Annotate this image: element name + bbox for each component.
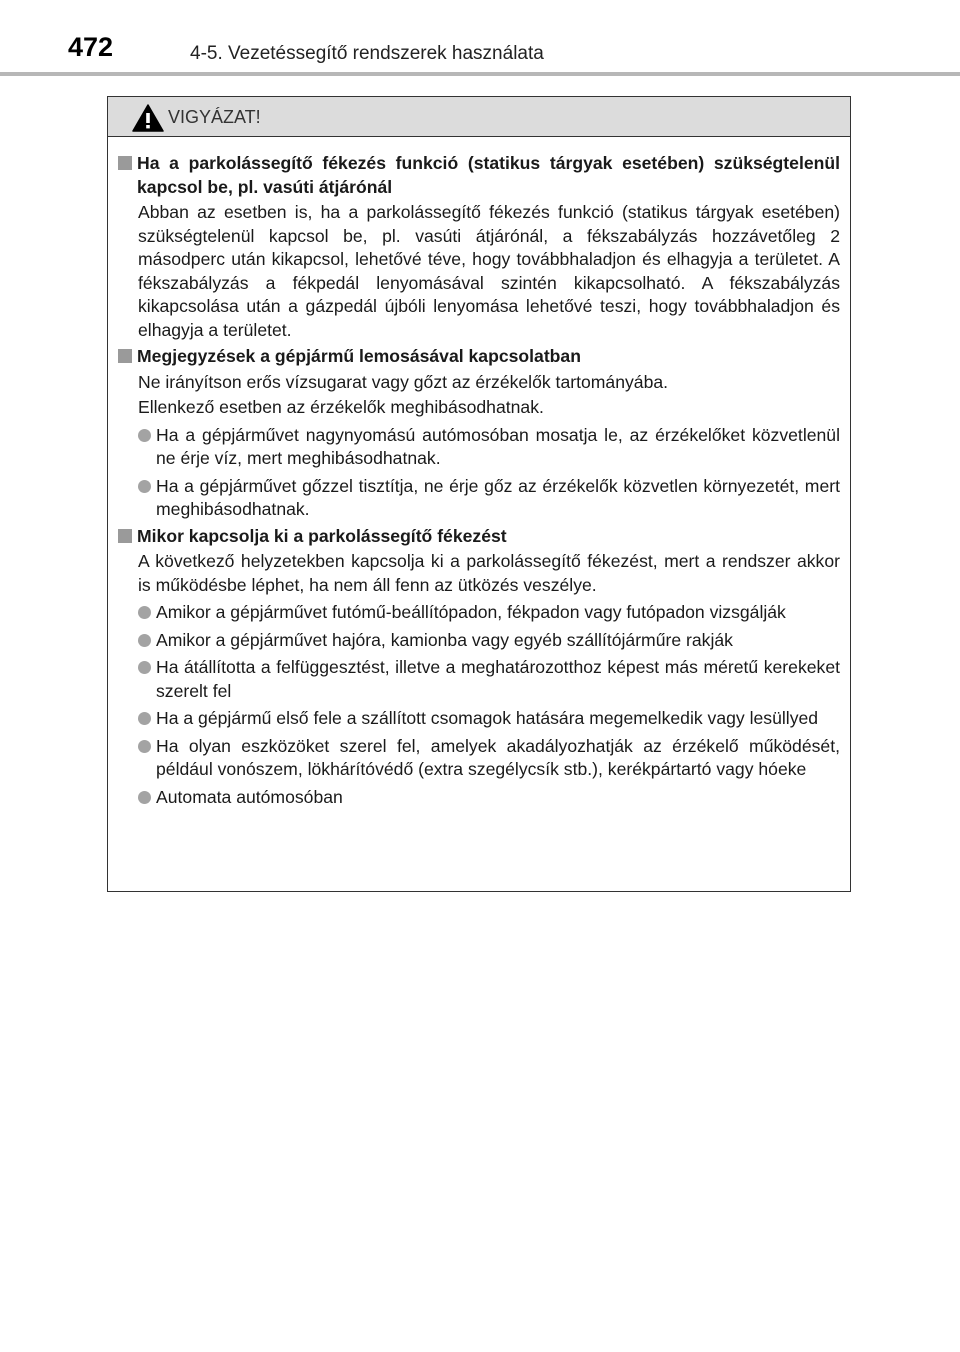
- page-number: 472: [68, 32, 114, 62]
- warning-triangle-icon: [132, 104, 164, 132]
- paragraph: Ellenkező esetben az érzékelők meghibásodhatnak.: [138, 397, 544, 417]
- caution-section: [118, 152, 840, 342]
- list-item-text: Ha átállította a felfüggesztést, illetve a meghatározotthoz képest más méretű kerekeket szerelt fel: [156, 657, 840, 701]
- list-item: [138, 601, 840, 625]
- list-item-text: Automata autómosóban: [156, 786, 343, 807]
- circle-bullet-icon: [138, 606, 151, 619]
- circle-bullet-icon: [138, 791, 151, 804]
- section-heading-text: Ha a parkolássegítő fékezés funkció (statikus tárgyak esetében) szükségtelenül kapcsol be, pl. vasúti átjárónál: [137, 153, 840, 197]
- caution-section: [118, 525, 840, 810]
- list-item-text: Amikor a gépjárművet futómű-beállítópadon, fékpadon vagy futópadon vizsgálják: [156, 602, 786, 622]
- section-title: 4-5. Vezetéssegítő rendszerek használata: [190, 43, 544, 64]
- circle-bullet-icon: [138, 429, 151, 442]
- square-bullet-icon: [118, 349, 132, 363]
- circle-bullet-icon: [138, 661, 151, 674]
- list-item: [138, 475, 840, 522]
- square-bullet-icon: [118, 156, 132, 170]
- square-bullet-icon: [118, 529, 132, 543]
- section-heading-text: Mikor kapcsolja ki a parkolássegítő fékezést: [137, 525, 507, 546]
- caution-header: [108, 97, 850, 137]
- circle-bullet-icon: [138, 634, 151, 647]
- caution-body: [108, 137, 850, 809]
- list-item: [138, 424, 840, 471]
- list-item: [138, 735, 840, 782]
- list-item-text: Ha a gépjárművet nagynyomású autómosóban mosatja le, az érzékelőket közvetlenül ne érje víz, mert meghibásodhatnak.: [156, 424, 840, 468]
- list-item: [138, 656, 840, 703]
- list-item: [138, 786, 840, 810]
- caution-box: [107, 96, 851, 892]
- section-heading: [118, 152, 840, 199]
- list-item-text: Ha a gépjárművet gőzzel tisztítja, ne érje gőz az érzékelők közvetlen környezetét, mert meghibásodhatnak.: [156, 475, 840, 519]
- header-divider: [0, 72, 960, 76]
- section-heading-text: Megjegyzések a gépjármű lemosásával kapcsolatban: [137, 346, 581, 366]
- list-item-text: Amikor a gépjárművet hajóra, kamionba vagy egyéb szállítójárműre rakják: [156, 629, 733, 650]
- caution-label: VIGYÁZAT!: [168, 107, 261, 127]
- paragraph: Ne irányítson erős vízsugarat vagy gőzt az érzékelők tartományába.: [138, 371, 669, 392]
- caution-section: [118, 345, 840, 522]
- list-item: [138, 707, 840, 731]
- list-item-text: Ha olyan eszközöket szerel fel, amelyek akadályozhatják az érzékelő működését, például vonószem, lökhárítóvédő (extra szegélycsík stb.), kerékpártartó vagy hóeke: [156, 735, 840, 779]
- page-header: [0, 0, 960, 80]
- section-heading: [118, 525, 840, 549]
- circle-bullet-icon: [138, 712, 151, 725]
- circle-bullet-icon: [138, 740, 151, 753]
- paragraph: A következő helyzetekben kapcsolja ki a parkolássegítő fékezést, mert a rendszer akkor is működésbe léphet, ha nem áll fenn az ütközés veszélye.: [138, 551, 840, 595]
- circle-bullet-icon: [138, 480, 151, 493]
- paragraph: Abban az esetben is, ha a parkolássegítő fékezés funkció (statikus tárgyak esetében) szükségtelenül kapcsol be, pl. vasúti átjárónál, a fékszabályzás hozzávetőleg 2 másodperc után kikapcsol, lehetővé téve, hogy továbbhaladjon és elhagyja a területet. A fékszabályzás a fékpedál lenyomásával szintén kikapcsolható. A fékszabályzás kikapcsolása után a gázpedál újbóli lenyomása lehetővé teszi, hogy továbbhaladjon és elhagyja a területet.: [138, 202, 840, 340]
- list-item-text: Ha a gépjármű első fele a szállított csomagok hatására megemelkedik vagy lesüllyed: [156, 708, 819, 728]
- list-item: [138, 629, 840, 653]
- section-heading: [118, 345, 840, 369]
